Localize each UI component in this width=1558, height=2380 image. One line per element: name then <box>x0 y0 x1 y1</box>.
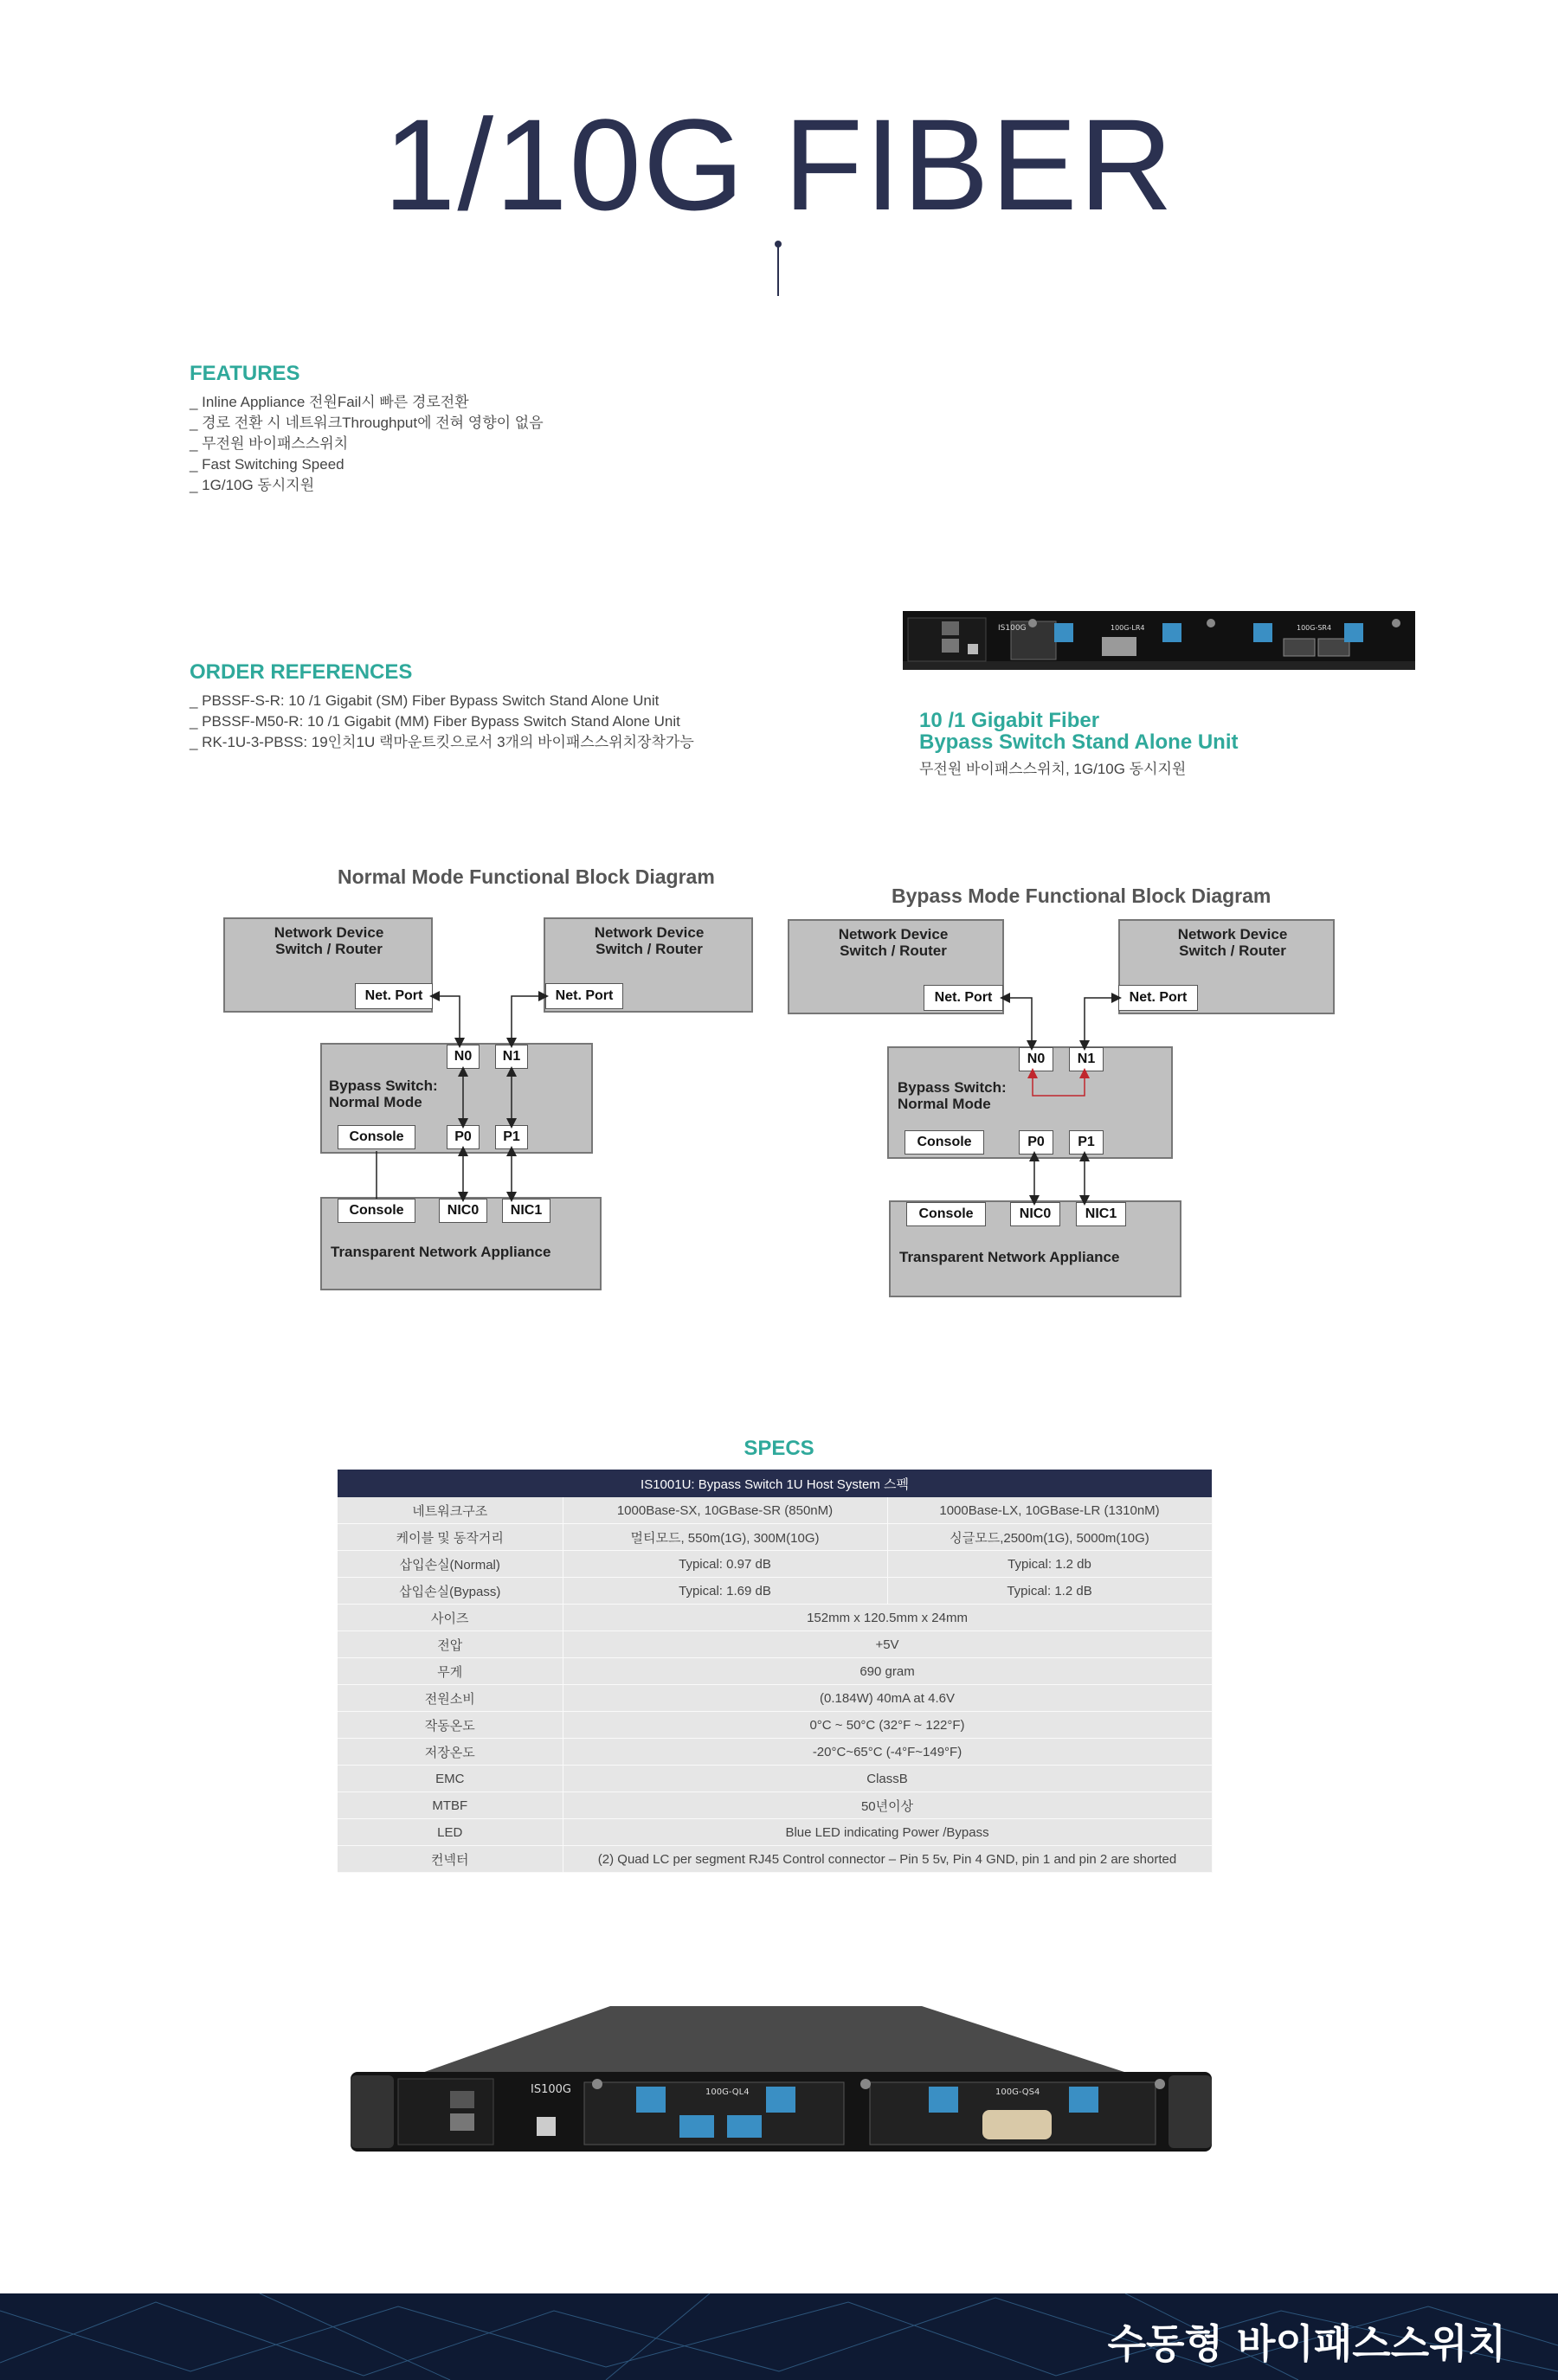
product-caption <box>919 710 1239 778</box>
spec-row <box>338 1846 1212 1873</box>
spec-label: 삽입손실(Normal) <box>338 1551 563 1578</box>
specs-table-title: IS1001U: Bypass Switch 1U Host System 스펙 <box>338 1470 1212 1497</box>
order-item: _ PBSSF-M50-R: 10 /1 Gigabit (MM) Fiber Bypass Switch Stand Alone Unit <box>190 713 680 730</box>
order-item: _ RK-1U-3-PBSS: 19인치1U 랙마운트킷으로서 3개의 바이패스스위치장착가능 <box>190 734 694 750</box>
port-p1: P1 <box>1069 1130 1104 1155</box>
switch-router-label: Switch / Router <box>1179 942 1286 959</box>
nic1-port: NIC1 <box>1076 1202 1126 1226</box>
network-device-label: Network Device <box>594 924 705 941</box>
console-port: Console <box>906 1202 986 1226</box>
spec-value: 0°C ~ 50°C (32°F ~ 122°F) <box>563 1712 1212 1739</box>
spec-label: 사이즈 <box>338 1605 563 1631</box>
network-device-label: Network Device <box>274 924 384 941</box>
spec-row <box>338 1739 1212 1766</box>
device-label: IS100G <box>531 2083 571 2096</box>
port-n0: N0 <box>447 1045 480 1069</box>
spec-row <box>338 1551 1212 1578</box>
spec-row <box>338 1631 1212 1658</box>
net-port-left: Net. Port <box>924 985 1003 1011</box>
port-n1: N1 <box>495 1045 528 1069</box>
spec-value-a: Typical: 1.69 dB <box>563 1578 887 1605</box>
spec-label: 컨넥터 <box>338 1846 563 1873</box>
spec-label: 전압 <box>338 1631 563 1658</box>
features-item: _ Inline Appliance 전원Fail시 빠른 경로전환 <box>190 394 469 410</box>
spec-label: EMC <box>338 1766 563 1792</box>
spec-value-b: Typical: 1.2 dB <box>887 1578 1212 1605</box>
appliance-label: Transparent Network Appliance <box>899 1249 1120 1265</box>
console-port: Console <box>338 1199 415 1223</box>
spec-label: 네트워크구조 <box>338 1497 563 1524</box>
footer-banner <box>0 2293 1558 2380</box>
port-n1: N1 <box>1069 1047 1104 1071</box>
spec-value: 50년이상 <box>563 1792 1212 1819</box>
spec-row <box>338 1578 1212 1605</box>
specs-heading: SPECS <box>744 1437 814 1460</box>
spec-label: 작동온도 <box>338 1712 563 1739</box>
spec-label: 무게 <box>338 1658 563 1685</box>
product-caption-line: 10 /1 Gigabit Fiber <box>919 709 1100 732</box>
appliance-label: Transparent Network Appliance <box>331 1244 551 1260</box>
device-label: 100G-LR4 <box>1111 624 1145 632</box>
spec-row <box>338 1766 1212 1792</box>
device-photo <box>351 2004 1212 2152</box>
spec-value: -20°C~65°C (-4°F~149°F) <box>563 1739 1212 1766</box>
bypass-mode-diagram <box>783 884 1337 1309</box>
page-title: 1/10G FIBER <box>383 92 1175 237</box>
device-label: 100G-SR4 <box>1297 624 1332 632</box>
switch-router-label: Switch / Router <box>596 941 703 957</box>
device-label: IS100G <box>998 624 1027 633</box>
spec-value: Blue LED indicating Power /Bypass <box>563 1819 1212 1846</box>
spec-row <box>338 1712 1212 1739</box>
spec-row <box>338 1819 1212 1846</box>
spec-value: (0.184W) 40mA at 4.6V <box>563 1685 1212 1712</box>
nic0-port: NIC0 <box>1010 1202 1060 1226</box>
net-port-left: Net. Port <box>355 983 433 1009</box>
features-list <box>190 392 544 496</box>
diagram-title: Bypass Mode Functional Block Diagram <box>892 884 1272 907</box>
spec-label: MTBF <box>338 1792 563 1819</box>
switch-router-label: Switch / Router <box>840 942 947 959</box>
spec-label: 전원소비 <box>338 1685 563 1712</box>
bypass-switch-label: Bypass Switch: <box>329 1077 438 1094</box>
features-item: _ 1G/10G 동시지원 <box>190 477 315 493</box>
nic0-port: NIC0 <box>439 1199 487 1223</box>
order-list <box>190 691 694 753</box>
spec-row <box>338 1792 1212 1819</box>
console-port: Console <box>338 1125 415 1149</box>
port-p1: P1 <box>495 1125 528 1149</box>
spec-value: (2) Quad LC per segment RJ45 Control connector – Pin 5 5v, Pin 4 GND, pin 1 and pin 2 are shorted <box>563 1846 1212 1873</box>
net-port-right: Net. Port <box>1118 985 1198 1011</box>
spec-label: LED <box>338 1819 563 1846</box>
title-divider <box>777 246 779 296</box>
spec-label: 케이블 및 동작거리 <box>338 1524 563 1551</box>
spec-value: ClassB <box>563 1766 1212 1792</box>
spec-row <box>338 1605 1212 1631</box>
console-port: Console <box>905 1130 984 1155</box>
port-n0: N0 <box>1019 1047 1053 1071</box>
features-item: _ 무전원 바이패스스위치 <box>190 435 349 452</box>
switch-router-label: Switch / Router <box>275 941 383 957</box>
product-caption-line: Bypass Switch Stand Alone Unit <box>919 730 1239 754</box>
order-heading: ORDER REFERENCES <box>190 660 413 684</box>
spec-row <box>338 1685 1212 1712</box>
features-item: _ 경로 전환 시 네트워크Throughput에 전혀 영향이 없음 <box>190 415 544 431</box>
port-p0: P0 <box>1019 1130 1053 1155</box>
spec-value: +5V <box>563 1631 1212 1658</box>
features-heading: FEATURES <box>190 362 300 385</box>
diagram-title: Normal Mode Functional Block Diagram <box>338 865 715 888</box>
network-device-label: Network Device <box>838 926 949 942</box>
spec-label: 저장온도 <box>338 1739 563 1766</box>
spec-value-b: 1000Base-LX, 10GBase-LR (1310nM) <box>887 1497 1212 1524</box>
port-p0: P0 <box>447 1125 480 1149</box>
nic1-port: NIC1 <box>502 1199 550 1223</box>
bypass-switch-label: Bypass Switch: <box>898 1079 1007 1096</box>
spec-row <box>338 1524 1212 1551</box>
diagram-connectors <box>216 865 753 1298</box>
specs-table <box>338 1470 1213 1873</box>
spec-value: 152mm x 120.5mm x 24mm <box>563 1605 1212 1631</box>
device-label: 100G-QS4 <box>995 2087 1040 2097</box>
spec-row <box>338 1497 1212 1524</box>
spec-row <box>338 1658 1212 1685</box>
diagram-connectors <box>783 884 1337 1309</box>
spec-value: 690 gram <box>563 1658 1212 1685</box>
order-item: _ PBSSF-S-R: 10 /1 Gigabit (SM) Fiber Bypass Switch Stand Alone Unit <box>190 692 660 709</box>
spec-value-a: 1000Base-SX, 10GBase-SR (850nM) <box>563 1497 887 1524</box>
device-label: 100G-QL4 <box>705 2087 750 2097</box>
features-item: _ Fast Switching Speed <box>190 456 344 473</box>
footer-title: 수동형 바이패스스위치 <box>1107 2320 1506 2367</box>
product-photo <box>903 611 1415 670</box>
network-device-label: Network Device <box>1177 926 1288 942</box>
product-caption-sub: 무전원 바이패스스위치, 1G/10G 동시지원 <box>919 761 1187 777</box>
normal-mode-diagram <box>216 865 753 1298</box>
mode-label: Normal Mode <box>329 1094 422 1110</box>
mode-label: Normal Mode <box>898 1096 991 1112</box>
spec-label: 삽입손실(Bypass) <box>338 1578 563 1605</box>
net-port-right: Net. Port <box>545 983 623 1009</box>
spec-value-b: 싱글모드,2500m(1G), 5000m(10G) <box>887 1524 1212 1551</box>
spec-value-a: Typical: 0.97 dB <box>563 1551 887 1578</box>
spec-value-b: Typical: 1.2 db <box>887 1551 1212 1578</box>
spec-value-a: 멀티모드, 550m(1G), 300M(10G) <box>563 1524 887 1551</box>
